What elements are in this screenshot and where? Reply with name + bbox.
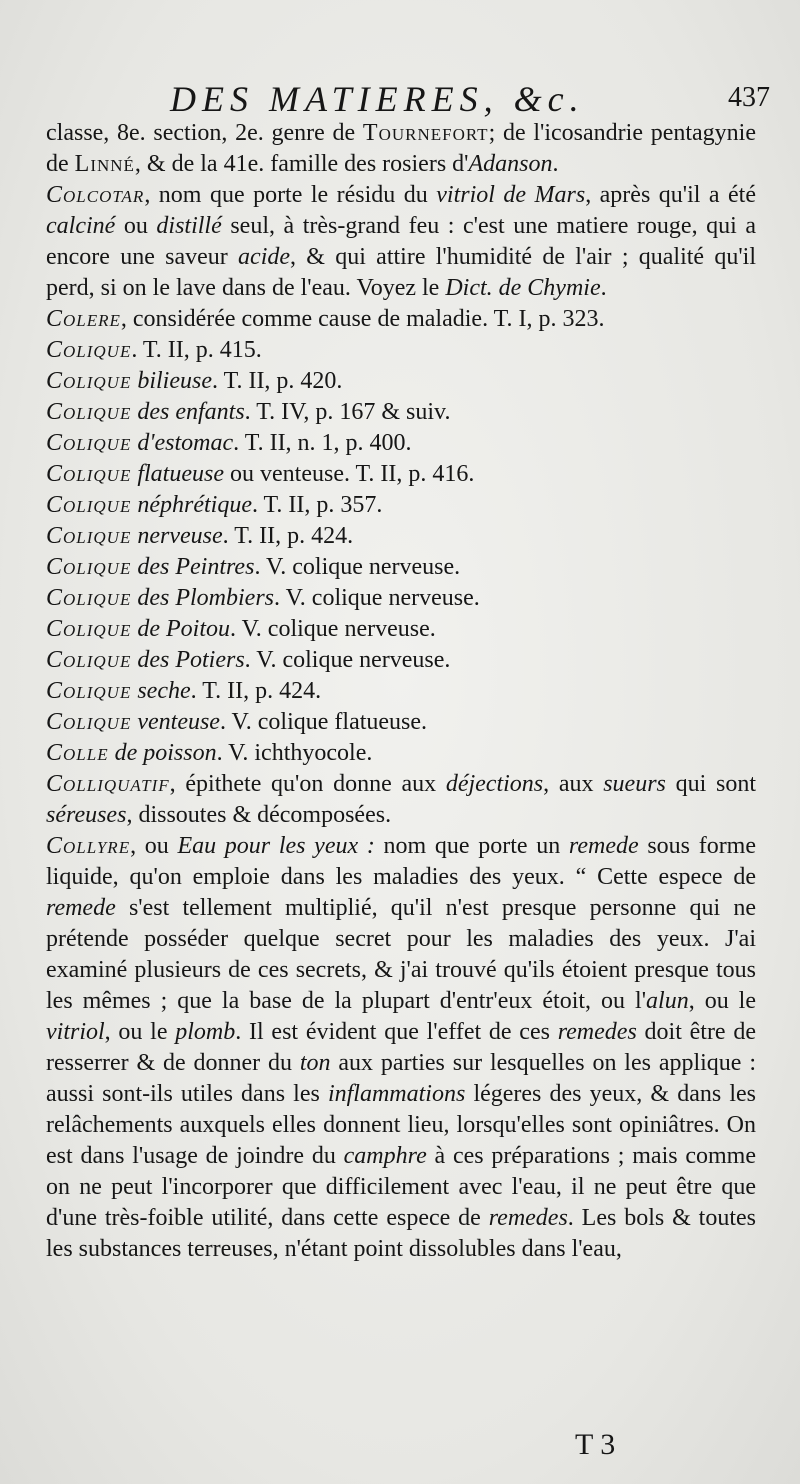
text: seul, à très-grand feu : c'est une matiere rouge, qui a encore une saveur xyxy=(46,213,757,270)
italic-term: remedes xyxy=(488,1205,568,1231)
headword: Collyre xyxy=(46,833,131,859)
headword: Colliquatif xyxy=(46,771,170,797)
colique-entry xyxy=(46,397,756,428)
subentry-term: venteuse xyxy=(131,709,220,735)
subentry-term: de poisson xyxy=(108,740,217,766)
subentry-term: d'estomac xyxy=(131,430,234,456)
headword: Colique xyxy=(46,368,132,394)
italic-term: remede xyxy=(46,895,116,921)
headword: Colique xyxy=(46,585,132,611)
text: . Il est évident que l'effet de ces xyxy=(235,1019,558,1045)
subentry-term: néphrétique xyxy=(131,492,252,518)
text: , & de la 41e. famille des rosiers d' xyxy=(134,151,469,177)
colique-entry xyxy=(46,614,756,645)
text: légeres des yeux, & dans les relâchements auxquels elles donnent lieu, lorsqu'elles sont opiniâtres. On est dans l'usage de joindre du xyxy=(46,1081,757,1169)
headword: Colique xyxy=(46,647,132,673)
text: nom que porte un xyxy=(374,833,569,859)
reference: . T. II, p. 424. xyxy=(190,678,322,704)
italic-term: vitriol xyxy=(46,1019,105,1045)
reference: . T. II, p. 420. xyxy=(212,368,343,394)
entry-colcotar xyxy=(46,180,756,304)
reference: . V. colique flatueuse. xyxy=(219,709,428,735)
colique-entry xyxy=(46,738,756,769)
entry-collyre xyxy=(46,831,756,1265)
text: sous forme liquide, qu'on emploie dans les maladies des yeux. “ Cette espece de xyxy=(46,833,756,890)
reference: ou venteuse. T. II, p. 416. xyxy=(224,461,475,487)
italic-term: inflammations xyxy=(327,1081,466,1107)
colique-entry xyxy=(46,490,756,521)
colique-entry xyxy=(46,707,756,738)
headword: Colique xyxy=(46,337,132,363)
colique-entry xyxy=(46,366,756,397)
text: classe, 8e. section, 2e. genre de xyxy=(46,120,363,146)
colique-entry-list xyxy=(46,335,756,769)
text: , considérée comme cause de maladie. T. I, p. 323. xyxy=(120,306,605,332)
index-body xyxy=(46,118,756,1265)
italic-term: plomb xyxy=(175,1019,236,1045)
headword: Colere xyxy=(46,306,121,332)
italic-term: camphre xyxy=(343,1143,427,1169)
italic-term: vitriol de Mars xyxy=(436,182,586,208)
headword: Colle xyxy=(46,740,109,766)
colique-entry xyxy=(46,521,756,552)
author-linne: Linné xyxy=(74,151,135,177)
text: , ou xyxy=(130,833,178,859)
italic-term: alun xyxy=(646,988,689,1014)
italic-term: acide xyxy=(238,244,291,270)
subentry-term: des Potiers xyxy=(131,647,245,673)
text: , nom que porte le résidu du xyxy=(144,182,437,208)
intro-continuation xyxy=(46,118,756,180)
italic-term: déjections xyxy=(445,771,544,797)
text: , épithete qu'on donne aux xyxy=(169,771,446,797)
italic-term: ton xyxy=(299,1050,331,1076)
entry-colere xyxy=(46,304,756,335)
text: , & qui attire l'humidité de l'air ; qualité qu'il perd, si on le lave dans de l'eau. Voyez le xyxy=(46,244,756,301)
colique-entry xyxy=(46,335,756,366)
subentry-term: des Plombiers xyxy=(131,585,274,611)
running-header xyxy=(170,78,770,120)
subentry-term: bilieuse xyxy=(131,368,212,394)
author-tournefort: Tournefort xyxy=(362,120,489,146)
reference: . V. colique nerveuse. xyxy=(274,585,480,611)
text: , dissoutes & décomposées. xyxy=(126,802,392,828)
headword: Colique xyxy=(46,523,132,549)
entry-colliquatif xyxy=(46,769,756,831)
reference: . T. II, p. 415. xyxy=(131,337,262,363)
italic-term: Eau pour les yeux : xyxy=(177,833,375,859)
reference: . V. ichthyocole. xyxy=(216,740,373,766)
colique-entry xyxy=(46,645,756,676)
subentry-term: des Peintres xyxy=(131,554,255,580)
subentry-term: seche xyxy=(131,678,191,704)
text: ; de l'icosandrie pentagynie de xyxy=(46,120,756,177)
text: s'est tellement multiplié, qu'il n'est presque personne qui ne prétende posséder quelque secret pour les maladies des yeux. J'ai examiné plusieurs de ces secrets, & j'ai trouvé qu'ils étoient presque tous les mêmes ; que la base de la plupart d'entr'eux étoit, ou l' xyxy=(46,895,756,1014)
text: . Les bols & toutes les substances terreuses, n'étant point dissolubles dans l'eau, xyxy=(46,1205,757,1262)
headword: Colique xyxy=(46,399,132,425)
text: à ces préparations ; mais comme on ne peut l'incorporer que difficilement avec l'eau, il ne peut être que d'une très-foible utilité, dans cette espece de xyxy=(46,1143,756,1231)
headword: Colique xyxy=(46,616,132,642)
catchword: T 3 xyxy=(575,1428,616,1461)
text: doit être de resserrer & de donner du xyxy=(46,1019,756,1076)
colique-entry xyxy=(46,583,756,614)
colique-entry xyxy=(46,552,756,583)
page-number: 437 xyxy=(728,82,770,113)
colique-entry xyxy=(46,459,756,490)
headword: Colique xyxy=(46,709,132,735)
italic-term: distillé xyxy=(156,213,222,239)
headword: Colique xyxy=(46,461,132,487)
reference: . T. II, p. 357. xyxy=(251,492,383,518)
text: aux parties sur lesquelles on les applique : aussi sont-ils utiles dans les xyxy=(46,1050,756,1107)
headword: Colcotar xyxy=(46,182,145,208)
subentry-term: nerveuse xyxy=(131,523,223,549)
colique-entry xyxy=(46,428,756,459)
italic-term: remedes xyxy=(557,1019,637,1045)
text: , aux xyxy=(543,771,604,797)
text: ou xyxy=(115,213,157,239)
headword: Colique xyxy=(46,492,132,518)
colique-entry xyxy=(46,676,756,707)
text: , ou le xyxy=(104,1019,176,1045)
running-title: DES MATIERES, &c. xyxy=(170,79,585,119)
reference: . T. II, n. 1, p. 400. xyxy=(233,430,412,456)
text: , après qu'il a été xyxy=(585,182,756,208)
headword: Colique xyxy=(46,554,132,580)
text: , ou le xyxy=(688,988,757,1014)
author-adanson: Adanson xyxy=(468,151,553,177)
headword: Colique xyxy=(46,430,132,456)
italic-term: remede xyxy=(568,833,639,859)
reference: . T. IV, p. 167 & suiv. xyxy=(244,399,451,425)
subentry-term: flatueuse xyxy=(131,461,224,487)
text: . xyxy=(552,151,559,177)
subentry-term: de Poitou xyxy=(131,616,230,642)
italic-term: séreuses xyxy=(46,802,127,828)
italic-term: sueurs xyxy=(603,771,666,797)
italic-term: Dict. de Chymie xyxy=(445,275,601,301)
italic-term: calciné xyxy=(46,213,116,239)
text: . xyxy=(600,275,607,301)
reference: . T. II, p. 424. xyxy=(222,523,354,549)
subentry-term: des enfants xyxy=(131,399,245,425)
reference: . V. colique nerveuse. xyxy=(244,647,451,673)
headword: Colique xyxy=(46,678,132,704)
reference: . V. colique nerveuse. xyxy=(230,616,436,642)
text: qui sont xyxy=(665,771,756,797)
reference: . V. colique nerveuse. xyxy=(254,554,461,580)
